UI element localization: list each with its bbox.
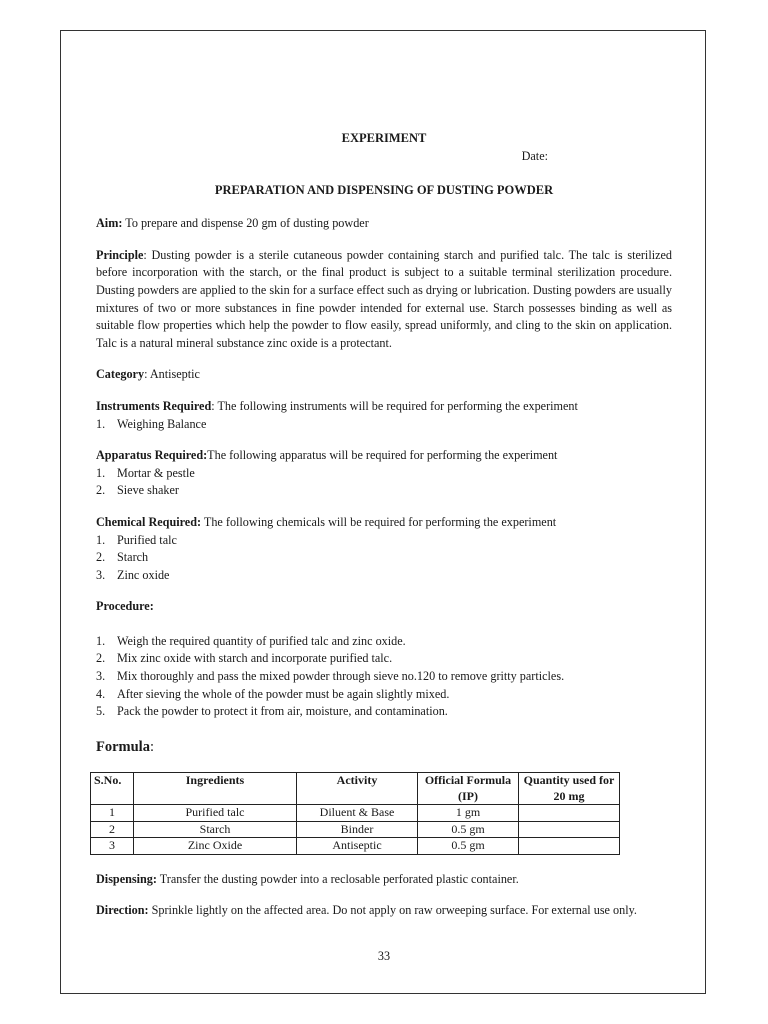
formula-label: Formula xyxy=(96,738,150,755)
procedure-list xyxy=(96,633,672,721)
apparatus-label: Apparatus Required: xyxy=(96,448,208,463)
principle-section xyxy=(96,247,672,353)
formula-heading: Formula: xyxy=(96,738,154,755)
list-item: 2. Sieve shaker xyxy=(96,483,179,498)
list-item: 3. Zinc oxide xyxy=(96,567,170,582)
aim-label: Aim: xyxy=(96,216,123,231)
page-title: EXPERIMENT xyxy=(341,131,427,145)
direction-text: Sprinkle lightly on the affected area. Do not apply on raw orweeping surface. For external use only. xyxy=(148,902,637,917)
list-item: 1. Purified talc xyxy=(96,532,177,547)
direction-label: Direction: xyxy=(96,902,149,917)
header-quantity: Quantity used for 20 mg xyxy=(519,773,620,805)
aim-section xyxy=(96,215,672,233)
category-section xyxy=(96,366,672,384)
list-item: 1. Weighing Balance xyxy=(96,416,207,431)
list-item: 2. Starch xyxy=(96,550,149,565)
document-body xyxy=(96,130,672,919)
chemicals-section xyxy=(96,514,672,584)
chemicals-label: Chemical Required: xyxy=(96,514,202,529)
dispensing-section xyxy=(96,871,672,889)
header-ingredients: Ingredients xyxy=(134,773,297,805)
principle-text: : Dusting powder is a sterile cutaneous powder containing starch and purified talc. The talc is sterilized before incorporation with the starch, or the final product is subject to a suitable terminal sterilization procedure. Dusting powders are applied to the skin for a surface effect such as drying or lubrication. Dusting powders are usually mixtures of two or more substances in fine powder intended for external use. Starch possesses binding as well as suitable flow properties which help the powder to flow easily, spread uniformly, and cling to the skin on application. Talc is a natural mineral substance zinc oxide is a protectant. xyxy=(96,247,672,350)
list-item: 1. Weigh the required quantity of purified talc and zinc oxide. xyxy=(96,633,406,648)
date-label: Date: xyxy=(521,148,548,163)
procedure-section xyxy=(96,598,672,721)
table-header-row xyxy=(91,773,620,805)
principle-label: Principle xyxy=(96,247,144,262)
procedure-label: Procedure: xyxy=(96,599,154,614)
category-label: Category xyxy=(96,367,145,382)
page-number: 33 xyxy=(377,949,391,963)
table-row: 2 Starch Binder 0.5 gm xyxy=(91,821,620,838)
aim-text: To prepare and dispense 20 gm of dusting powder xyxy=(122,216,369,231)
formula-table xyxy=(90,772,620,855)
category-text: : Antiseptic xyxy=(144,367,200,382)
dispensing-text: Transfer the dusting powder into a reclosable perforated plastic container. xyxy=(156,871,519,886)
list-item: 4. After sieving the whole of the powder must be again slightly mixed. xyxy=(96,686,450,701)
apparatus-text: The following apparatus will be required for performing the experiment xyxy=(207,448,558,463)
apparatus-list xyxy=(96,465,672,500)
list-item: 3. Mix thoroughly and pass the mixed powder through sieve no.120 to remove gritty particles. xyxy=(96,669,565,684)
header-sno: S.No. xyxy=(91,773,134,805)
instruments-text: : The following instruments will be required for performing the experiment xyxy=(211,398,578,413)
experiment-title: PREPARATION AND DISPENSING OF DUSTING POWDER xyxy=(214,182,554,197)
list-item: 2. Mix zinc oxide with starch and incorporate purified talc. xyxy=(96,651,393,666)
dispensing-label: Dispensing: xyxy=(96,871,157,886)
table-row: 3 Zinc Oxide Antiseptic 0.5 gm xyxy=(91,838,620,855)
apparatus-section xyxy=(96,447,672,500)
chemicals-text: The following chemicals will be required for performing the experiment xyxy=(201,514,557,529)
chemicals-list xyxy=(96,532,672,585)
list-item: 5. Pack the powder to protect it from air, moisture, and contamination. xyxy=(96,704,448,719)
direction-section xyxy=(96,902,672,920)
instruments-label: Instruments Required xyxy=(96,398,212,413)
header-activity: Activity xyxy=(297,773,418,805)
list-item: 1. Mortar & pestle xyxy=(96,465,195,480)
instruments-section xyxy=(96,398,672,433)
table-row: 1 Purified talc Diluent & Base 1 gm xyxy=(91,805,620,822)
instruments-list xyxy=(96,416,672,434)
header-official-formula: Official Formula (IP) xyxy=(418,773,519,805)
